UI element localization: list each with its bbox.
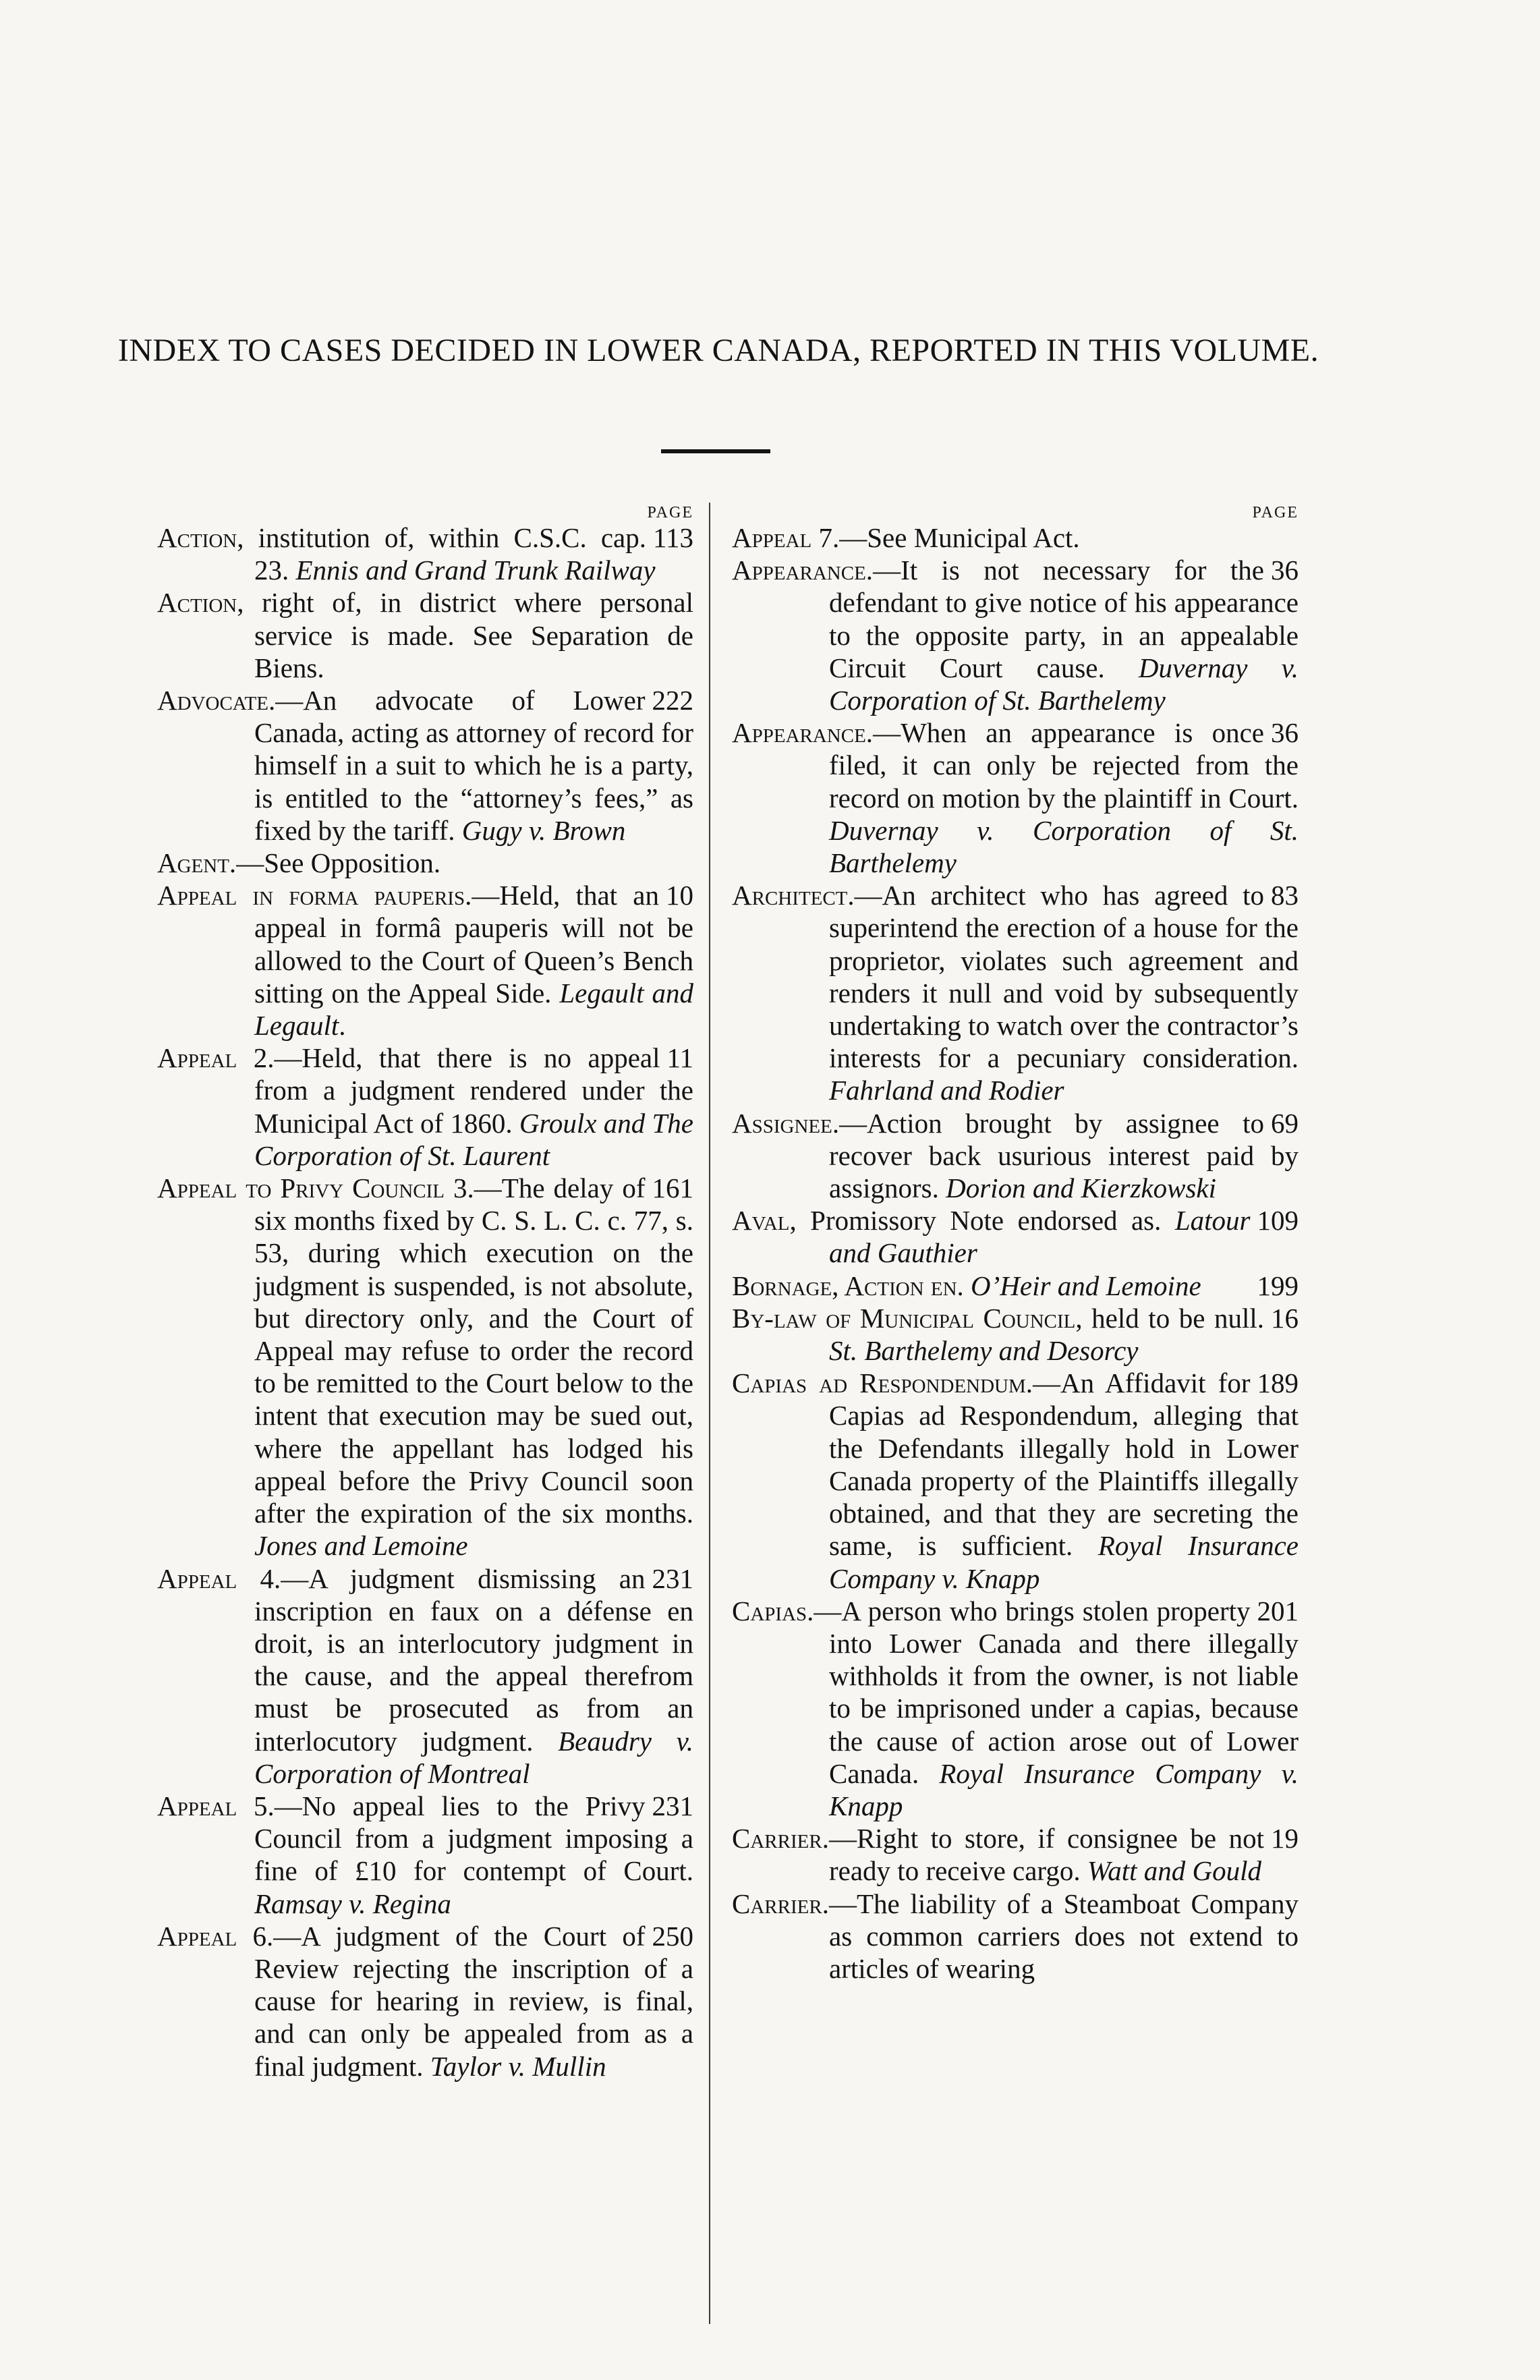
page-number: 10 <box>666 880 693 911</box>
entry-keyword: Architect. <box>732 880 855 911</box>
entry-keyword: Agent. <box>157 847 237 879</box>
index-entry <box>732 879 1299 1106</box>
entry-text: —Held, that an appeal in formâ pauperis will not be allowed to the Court of Queen’s Bench sitting on the Appeal Side. <box>254 880 693 1009</box>
case-name: Ennis and Grand Trunk Railway <box>295 555 656 586</box>
entry-keyword: Action, <box>157 522 244 553</box>
index-entry <box>732 716 1299 879</box>
index-entry <box>157 1042 693 1172</box>
index-entry <box>157 1790 693 1920</box>
index-entry <box>157 684 693 847</box>
page-column-heading: PAGE <box>647 504 693 521</box>
entry-keyword: Bornage, Action en. <box>732 1270 964 1301</box>
page-number: 109 <box>1257 1205 1299 1237</box>
page-title: INDEX TO CASES DECIDED IN LOWER CANADA, REPORTED IN THIS VOLUME. <box>117 333 1319 368</box>
entry-keyword: Aval, <box>732 1205 797 1237</box>
index-entry <box>732 1270 1299 1302</box>
entry-keyword: Carrier. <box>732 1823 829 1854</box>
entry-text: held to be null. <box>1082 1302 1265 1334</box>
entry-keyword: Appeal 6. <box>157 1920 274 1952</box>
index-entry <box>157 586 693 684</box>
case-name: St. Barthelemy and Desorcy <box>829 1335 1139 1367</box>
entry-keyword: Appeal in forma pauperis. <box>157 880 472 911</box>
case-name: Dorion and Kierzkowski <box>946 1172 1217 1204</box>
index-entry <box>732 1107 1299 1205</box>
page-number: 189 <box>1257 1367 1299 1399</box>
entry-text: —A person who brings stolen property into Lower Canada and there illegally withholds it from the owner, is not liable to be imprisoned under a capias, because the cause of action arose out of Lower Canada. <box>814 1595 1299 1789</box>
index-entry <box>157 521 693 586</box>
index-entry <box>732 1595 1299 1822</box>
case-name: Gugy v. Brown <box>461 814 626 846</box>
page-column-heading: PAGE <box>1252 504 1299 521</box>
entry-text: —The liability of a Steamboat Company as common carriers does not extend to articles of wearing <box>828 1888 1299 1984</box>
case-name: Jones and Lemoine <box>254 1530 468 1562</box>
page-number: 201 <box>1257 1595 1299 1626</box>
case-name: Groulx and The Corporation of St. Laurent <box>254 1107 694 1171</box>
page-number: 161 <box>652 1172 693 1204</box>
entry-keyword: Appearance. <box>732 717 874 749</box>
entry-text: —It is not necessary for the defendant to give notice of his appearance to the opposite party, in an appealable Circuit Court cause. <box>829 555 1299 683</box>
entry-list <box>732 521 1299 1985</box>
index-entry <box>157 1920 693 2082</box>
case-name: O’Heir and Lemoine <box>971 1270 1201 1301</box>
entry-keyword: Appeal 4. <box>157 1562 281 1594</box>
page-number: 222 <box>652 685 693 716</box>
case-name: Legault and Legault <box>254 977 693 1042</box>
entry-tail: . <box>339 1010 346 1042</box>
entry-text: —A judgment dismissing an inscription en faux on a défense en droit, is an interlocutory judgment in the cause, and the appeal therefrom must be prosecuted as from an interlocutory judgment. <box>254 1562 693 1757</box>
page-number: 113 <box>653 522 693 553</box>
page-number: 231 <box>652 1562 693 1594</box>
entry-text: right of, in district where personal service is made. See Separation de Biens. <box>244 587 693 683</box>
entry-keyword: Appeal 5. <box>157 1790 275 1821</box>
entry-keyword: Appearance. <box>732 555 874 586</box>
page-number: 69 <box>1271 1107 1299 1139</box>
page-number: 16 <box>1271 1302 1299 1334</box>
page-number: 36 <box>1271 717 1299 749</box>
index-entry <box>732 1367 1299 1594</box>
case-name: Latour and Gauthier <box>829 1205 1251 1269</box>
entry-text: —See Municipal Act. <box>839 522 1080 553</box>
entry-keyword: Appeal 2. <box>157 1042 275 1074</box>
entry-text: —An Affidavit for Capias ad Respondendum, alleging that the Defendants illegally hold in Lower Canada property of the Plaintiffs illegally obtained, and that they are secreting the same, is sufficient. <box>829 1367 1299 1562</box>
entry-text: —When an appearance is once filed, it can only be rejected from the record on motion by the plaintiff in Court. <box>829 717 1299 814</box>
index-entry <box>157 1562 693 1790</box>
index-entry <box>732 1302 1299 1367</box>
index-entry <box>157 879 693 1042</box>
case-name: Fahrland and Rodier <box>829 1075 1064 1106</box>
index-entry <box>732 554 1299 716</box>
entry-keyword: Action, <box>157 587 244 619</box>
entry-text: —An advocate of Lower Canada, acting as attorney of record for himself in a suit to which he is a party, is entitled to the “attorney’s fees,” as fixed by the tariff. <box>254 685 693 846</box>
entry-keyword: Appeal 7. <box>732 522 840 553</box>
case-name: Beaudry v. Corporation of Montreal <box>254 1725 693 1789</box>
entry-text: Promissory Note endorsed as. <box>796 1205 1175 1237</box>
index-column-right <box>732 503 1299 1985</box>
case-name: Ramsay v. Regina <box>254 1888 451 1919</box>
index-entry <box>732 1888 1299 1985</box>
case-name: Royal Insurance Company v. Knapp <box>829 1757 1299 1821</box>
index-entry <box>732 1204 1299 1269</box>
entry-keyword: Assignee. <box>732 1107 840 1139</box>
case-name: Royal Insurance Company v. Knapp <box>829 1530 1299 1594</box>
page-number: 83 <box>1271 880 1299 911</box>
entry-keyword: Carrier. <box>732 1888 829 1919</box>
index-entry <box>732 1822 1299 1887</box>
index-entry <box>157 1172 693 1562</box>
index-entry <box>157 847 693 879</box>
page-number: 19 <box>1271 1823 1299 1854</box>
page-number: 199 <box>1257 1270 1299 1301</box>
page-number: 36 <box>1271 555 1299 586</box>
index-column-left <box>157 503 693 2082</box>
entry-text: —An architect who has agreed to superintend the erection of a house for the proprietor, violates such agreement and renders it null and void by subsequently undertaking to watch over the contractor’s interests for a pecuniary consideration. <box>829 880 1299 1074</box>
entry-text: —A judgment of the Court of Review rejecting the inscription of a cause for hearing in review, is final, and can only be appealed from as a final judgment. <box>254 1920 693 2082</box>
entry-text: —No appeal lies to the Privy Council from a judgment imposing a fine of £10 for contempt of Court. <box>254 1790 693 1887</box>
case-name: Duvernay v. Corporation of St. Barthelemy <box>829 652 1299 716</box>
case-name: Watt and Gould <box>1087 1855 1262 1887</box>
entry-text: —The delay of six months fixed by C. S. L. C. c. 77, s. 53, during which execution on the judgment is suspended, is not absolute, but directory only, and the Court of Appeal may refuse to order the record to be remitted to the Court below to the intent that execution may be sued out, where the appellant has lodged his appeal before the Privy Council soon after the expiration of the six months. <box>254 1172 693 1529</box>
page-number: 231 <box>652 1790 693 1821</box>
entry-keyword: By-law of Municipal Council, <box>732 1302 1083 1334</box>
entry-keyword: Advocate. <box>157 685 276 716</box>
case-name: Taylor v. Mullin <box>430 2050 606 2082</box>
entry-text: —See Opposition. <box>236 847 441 879</box>
index-entry <box>732 521 1299 554</box>
entry-text: —Right to store, if consignee be not ready to receive cargo. <box>828 1823 1264 1887</box>
entry-text <box>964 1270 971 1301</box>
entry-text: institution of, within C.S.C. cap. 23. <box>244 522 647 586</box>
title-rule <box>661 449 770 453</box>
entry-list <box>157 521 693 2082</box>
page-number: 11 <box>666 1042 693 1074</box>
entry-text: —Action brought by assignee to recover back usurious interest paid by assignors. <box>829 1107 1299 1204</box>
case-name: Duvernay v. Corporation of St. Barthelemy <box>829 814 1299 879</box>
page-number: 250 <box>652 1920 693 1952</box>
entry-keyword: Capias. <box>732 1595 814 1626</box>
entry-text: —Held, that there is no appeal from a judgment rendered under the Municipal Act of 1860. <box>254 1042 693 1139</box>
entry-keyword: Capias ad Respondendum. <box>732 1367 1033 1399</box>
column-divider <box>709 503 710 2324</box>
entry-keyword: Appeal to Privy Council 3. <box>157 1172 474 1204</box>
